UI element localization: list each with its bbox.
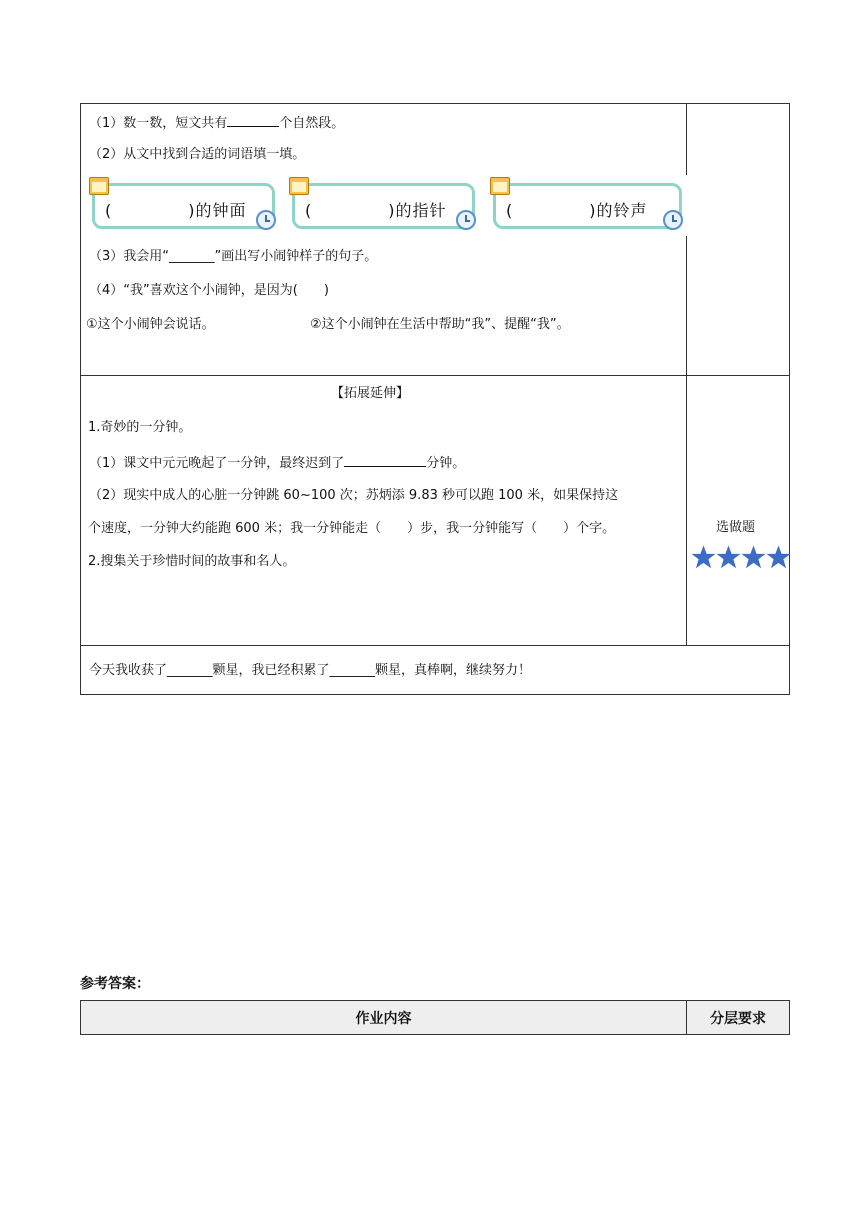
star-icon	[716, 543, 741, 571]
calendar-icon	[490, 177, 510, 195]
item-1-question-2-line-1: （2）现实中成人的心脏一分钟跳 60~100 次；苏炳添 9.83 秒可以跑 100 米，如果保持这	[89, 488, 619, 503]
alarm-clock-icon	[256, 210, 276, 230]
question-1-text: （1）数一数，短文共有	[89, 116, 228, 131]
word-card-text: ( )的铃声	[506, 201, 648, 220]
word-card-1	[92, 183, 275, 229]
word-card-text: ( )的钟面	[105, 201, 247, 220]
table-border-left	[80, 103, 81, 695]
column-divider-middle	[686, 236, 687, 646]
row-divider-1	[80, 375, 790, 376]
item-1-question-1-text: （1）课文中元元晚起了一分钟，最终迟到了	[89, 456, 345, 471]
answer-blank[interactable]	[344, 453, 426, 467]
table-border-bottom	[80, 694, 790, 695]
calendar-icon	[89, 177, 109, 195]
answers-header-level: 分层要求	[687, 1001, 789, 1034]
question-2: （2）从文中找到合适的词语填一填。	[89, 147, 306, 162]
question-1-tail: 个自然段。	[279, 116, 345, 131]
answers-table-bottom	[80, 1034, 790, 1035]
calendar-icon	[289, 177, 309, 195]
alarm-clock-icon	[663, 210, 683, 230]
star-icon	[691, 543, 716, 571]
star-icon	[741, 543, 766, 571]
star-rating	[691, 543, 791, 571]
answer-blank[interactable]	[227, 113, 279, 127]
question-4: （4）“我”喜欢这个小闹钟，是因为( )	[89, 283, 329, 298]
question-1	[89, 113, 344, 133]
summary-text: 今天我收获了_______颗星，我已经积累了_______颗星，真棒啊，继续努力！	[89, 663, 532, 678]
table-border-top	[80, 103, 790, 104]
question-3: （3）我会用“_______”画出写小闹钟样子的句子。	[89, 249, 378, 264]
answers-heading: 参考答案：	[80, 976, 150, 992]
row-divider-2	[80, 645, 790, 646]
item-1-question-1	[89, 453, 465, 473]
optional-label: 选做题	[716, 520, 756, 535]
answers-header-content: 作业内容	[81, 1001, 686, 1034]
item-1-question-2-line-2: 个速度，一分钟大约能跑 600 米；我一分钟能走（ ）步，我一分钟能写（ ）个字。	[88, 521, 616, 536]
answers-table-right	[789, 1000, 790, 1035]
item-1: 1.奇妙的一分钟。	[88, 420, 192, 435]
option-2: ②这个小闹钟在生活中帮助“我”、提醒“我”。	[310, 317, 570, 332]
table-border-right	[789, 103, 790, 695]
word-card-text: ( )的指针	[305, 201, 447, 220]
section-title: 【拓展延伸】	[331, 386, 410, 401]
column-divider-upper	[686, 103, 687, 175]
option-1: ①这个小闹钟会说话。	[86, 317, 215, 332]
item-2: 2.搜集关于珍惜时间的故事和名人。	[88, 554, 296, 569]
word-card-2	[292, 183, 475, 229]
item-1-question-1-tail: 分钟。	[426, 456, 466, 471]
word-card-3	[493, 183, 682, 229]
star-icon	[766, 543, 791, 571]
alarm-clock-icon	[456, 210, 476, 230]
